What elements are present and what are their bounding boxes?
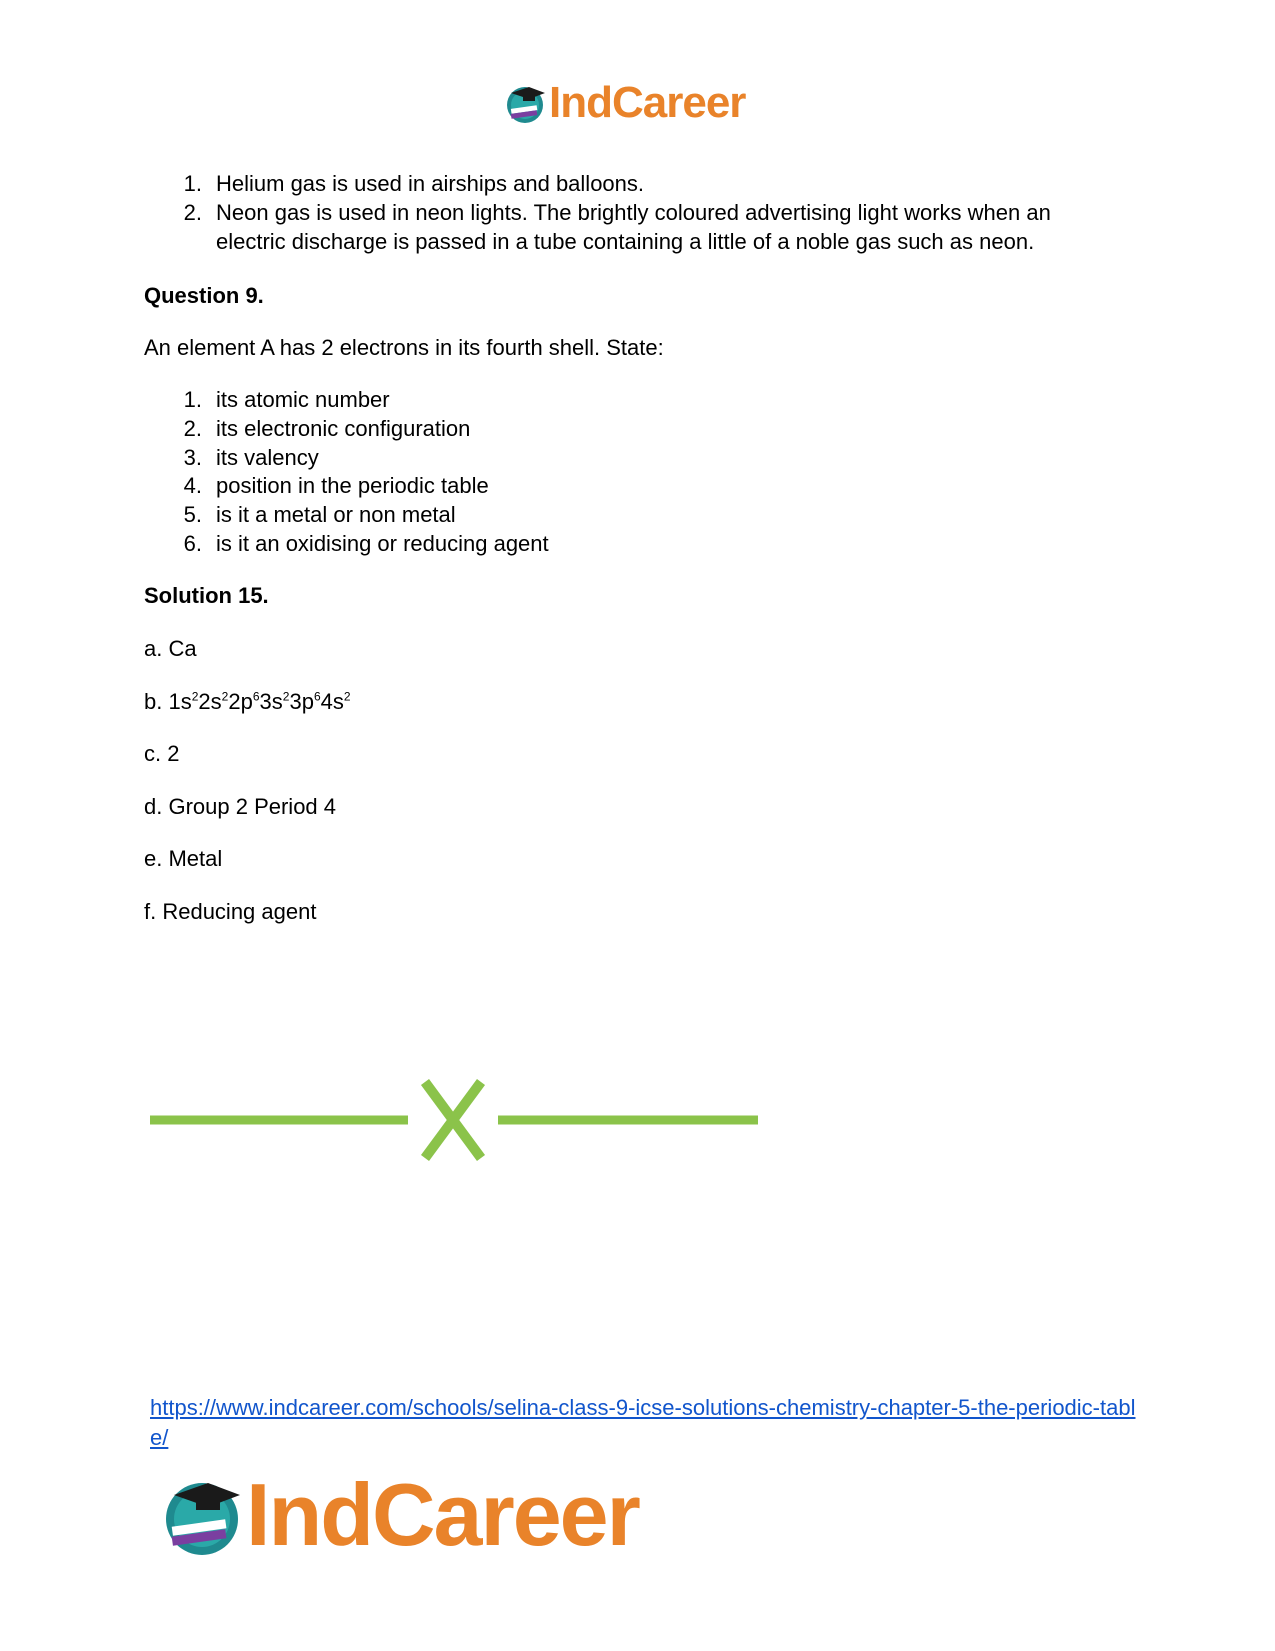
section-divider <box>150 1078 758 1162</box>
question-item-number: 4. <box>183 473 202 498</box>
logo-text: IndCareer <box>549 78 746 127</box>
orbital: $3p^6$ <box>289 689 321 714</box>
header-logo <box>503 78 745 128</box>
orbital: $2s^2$ <box>198 689 229 714</box>
question-item-text: its atomic number <box>216 387 390 412</box>
solution-answer-e: e. Metal <box>144 846 223 871</box>
list-item-number: 1. <box>183 171 202 196</box>
graduation-cap-globe-books-icon <box>503 81 547 125</box>
orbital: $4s^2$ <box>320 689 351 714</box>
solution-heading: Solution 15. <box>144 583 269 608</box>
list-item-text-continued: electric discharge is passed in a tube containing a little of a noble gas such as neon. <box>216 229 1035 254</box>
question-item-text: is it a metal or non metal <box>216 502 456 527</box>
orbital: $2p^6$ <box>228 689 260 714</box>
list-item-number: 2. <box>183 200 202 225</box>
solution-answer-d: d. Group 2 Period 4 <box>144 794 337 819</box>
question-item-text: its valency <box>216 445 319 470</box>
question-item-number: 5. <box>183 502 202 527</box>
source-link[interactable]: https://www.indcareer.com/schools/selina-class-9-icse-solutions-chemistry-chapter-5-the-periodic-table/ <box>150 1395 1136 1450</box>
list-item-text: Helium gas is used in airships and balloons. <box>216 171 645 196</box>
question-item-text: is it an oxidising or reducing agent <box>216 531 549 556</box>
question-item-text: its electronic configuration <box>216 416 471 441</box>
footer-logo <box>160 1465 639 1564</box>
question-item-number: 6. <box>183 531 202 556</box>
question-item-number: 2. <box>183 416 202 441</box>
graduation-cap-globe-books-icon <box>160 1473 244 1557</box>
solution-answer-b <box>144 687 351 717</box>
orbital: $1s^2$ <box>168 689 199 714</box>
question-item-number: 3. <box>183 445 202 470</box>
logo-text: IndCareer <box>246 1465 639 1564</box>
solution-answer-b-prefix: b. <box>144 689 169 714</box>
solution-answer-a: a. Ca <box>144 636 197 661</box>
x-mark-icon <box>150 1082 758 1158</box>
question-text: An element A has 2 electrons in its fourth shell. State: <box>144 335 664 360</box>
solution-answer-c: c. 2 <box>144 741 180 766</box>
question-item-number: 1. <box>183 387 202 412</box>
question-heading: Question 9. <box>144 283 264 308</box>
orbital: $3s^2$ <box>259 689 290 714</box>
question-item-text: position in the periodic table <box>216 473 489 498</box>
solution-answer-f: f. Reducing agent <box>144 899 317 924</box>
list-item-text: Neon gas is used in neon lights. The brightly coloured advertising light works when an <box>216 200 1051 225</box>
